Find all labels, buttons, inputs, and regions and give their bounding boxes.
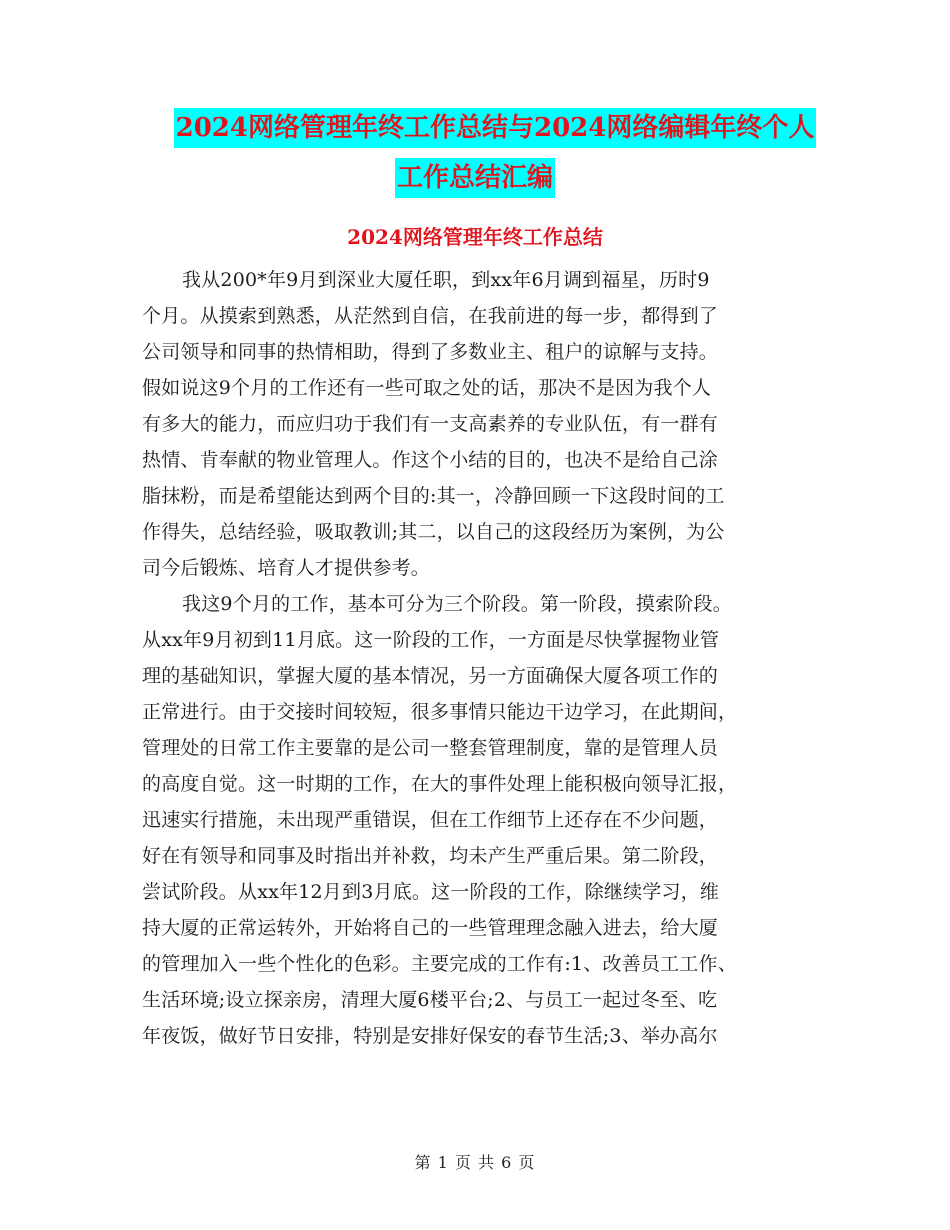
paragraph-line: 正常进行。由于交接时间较短，很多事情只能边干边学习，在此期间， bbox=[142, 701, 738, 723]
paragraph-line: 公司领导和同事的热情相助，得到了多数业主、租户的谅解与支持。 bbox=[142, 341, 719, 363]
paragraph-line: 年夜饭，做好节日安排，特别是安排好保安的春节生活;3、举办高尔 bbox=[142, 1025, 718, 1047]
document-title bbox=[0, 108, 950, 198]
paragraph-line: 从xx年9月初到11月底。这一阶段的工作，一方面是尽快掌握物业管 bbox=[142, 629, 720, 651]
document-title-line-1: 2024网络管理年终工作总结与2024网络编辑年终个人 bbox=[174, 108, 817, 148]
paragraph-line: 好在有领导和同事及时指出并补救，均未产生严重后果。第二阶段， bbox=[142, 845, 719, 867]
paragraph-line: 脂抹粉，而是希望能达到两个目的:其一，冷静回顾一下这段时间的工 bbox=[142, 485, 725, 507]
paragraph-line: 持大厦的正常运转外，开始将自己的一些管理理念融入进去，给大厦 bbox=[142, 917, 719, 939]
paragraph-line: 热情、肯奉献的物业管理人。作这个小结的目的，也决不是给自己涂 bbox=[142, 449, 719, 471]
paragraph-line: 尝试阶段。从xx年12月到3月底。这一阶段的工作，除继续学习，维 bbox=[142, 881, 720, 903]
paragraph-line: 司今后锻炼、培育人才提供参考。 bbox=[142, 557, 431, 579]
paragraph-line: 生活环境;设立探亲房，清理大厦6楼平台;2、与员工一起过冬至、吃 bbox=[142, 989, 718, 1011]
section-heading: 2024网络管理年终工作总结 bbox=[347, 225, 603, 249]
paragraph-line: 作得失，总结经验，吸取教训;其二，以自己的这段经历为案例，为公 bbox=[142, 521, 725, 543]
paragraph-line: 有多大的能力，而应归功于我们有一支高素养的专业队伍，有一群有 bbox=[142, 413, 719, 435]
document-title-line-2: 工作总结汇编 bbox=[395, 158, 555, 198]
paragraph-line: 的高度自觉。这一时期的工作，在大的事件处理上能积极向领导汇报， bbox=[142, 773, 738, 795]
paragraph-line: 我这9个月的工作，基本可分为三个阶段。第一阶段，摸索阶段。 bbox=[182, 593, 732, 615]
paragraph-line: 理的基础知识，掌握大厦的基本情况，另一方面确保大厦各项工作的 bbox=[142, 665, 719, 687]
page-number-footer: 第 1 页 共 6 页 bbox=[414, 1153, 536, 1172]
body-text bbox=[142, 262, 810, 1054]
paragraph-line: 迅速实行措施，未出现严重错误，但在工作细节上还存在不少问题， bbox=[142, 809, 719, 831]
paragraph-line: 的管理加入一些个性化的色彩。主要完成的工作有:1、改善员工工作、 bbox=[142, 953, 737, 975]
paragraph-line: 管理处的日常工作主要靠的是公司一整套管理制度，靠的是管理人员 bbox=[142, 737, 719, 759]
paragraph-line: 我从200*年9月到深业大厦任职，到xx年6月调到福星，历时9 bbox=[182, 269, 710, 291]
paragraph-line: 个月。从摸索到熟悉，从茫然到自信，在我前进的每一步，都得到了 bbox=[142, 305, 719, 327]
paragraph-line: 假如说这9个月的工作还有一些可取之处的话，那决不是因为我个人 bbox=[142, 377, 712, 399]
